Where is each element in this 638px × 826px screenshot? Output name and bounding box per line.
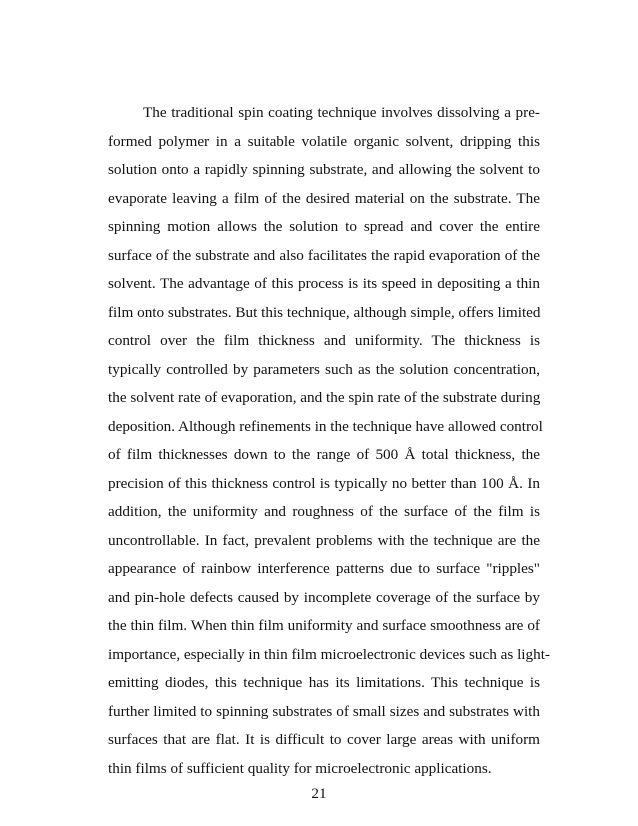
paragraph-line: of film thicknesses down to the range of 500 Å total thickness, the: [108, 446, 540, 463]
paragraph-line: The traditional spin coating technique involves dissolving a pre-: [143, 104, 540, 121]
paragraph-line: solution onto a rapidly spinning substrate, and allowing the solvent to: [108, 161, 540, 178]
paragraph-line: spinning motion allows the solution to spread and cover the entire: [108, 218, 540, 235]
paragraph-line: thin films of sufficient quality for microelectronic applications.: [108, 759, 492, 777]
paragraph-line: control over the film thickness and uniformity. The thickness is: [108, 332, 540, 349]
paragraph-line: uncontrollable. In fact, prevalent problems with the technique are the: [108, 531, 540, 549]
paragraph-line: evaporate leaving a film of the desired material on the substrate. The: [108, 189, 540, 207]
paragraph-line: surfaces that are flat. It is difficult to cover large areas with uniform: [108, 731, 540, 748]
paragraph-line: film onto substrates. But this technique, although simple, offers limited: [108, 303, 541, 321]
paragraph-line: the solvent rate of evaporation, and the spin rate of the substrate during: [108, 389, 541, 406]
paragraph-line: and pin-hole defects caused by incomplete coverage of the surface by: [108, 588, 540, 606]
paragraph-line: formed polymer in a suitable volatile organic solvent, dripping this: [108, 132, 540, 150]
paragraph-line: importance, especially in thin film microelectronic devices such as light-: [108, 645, 550, 663]
paragraph-line: deposition. Although refinements in the technique have allowed control: [108, 417, 543, 435]
paragraph-line: solvent. The advantage of this process is its speed in depositing a thin: [108, 275, 540, 292]
paragraph-line: further limited to spinning substrates of small sizes and substrates with: [108, 702, 540, 720]
paragraph-line: the thin film. When thin film uniformity and surface smoothness are of: [108, 617, 540, 634]
paragraph-line: precision of this thickness control is typically no better than 100 Å. In: [108, 474, 540, 492]
paragraph-line: typically controlled by parameters such as the solution concentration,: [108, 360, 540, 378]
body-paragraph: [108, 99, 550, 783]
paragraph-line: addition, the uniformity and roughness of the surface of the film is: [108, 503, 540, 520]
paragraph-line: surface of the substrate and also facilitates the rapid evaporation of the: [108, 246, 540, 264]
page-number: 21: [311, 785, 327, 802]
paragraph-line: emitting diodes, this technique has its limitations. This technique is: [108, 674, 540, 691]
paragraph-line: appearance of rainbow interference patterns due to surface "ripples": [108, 560, 540, 577]
